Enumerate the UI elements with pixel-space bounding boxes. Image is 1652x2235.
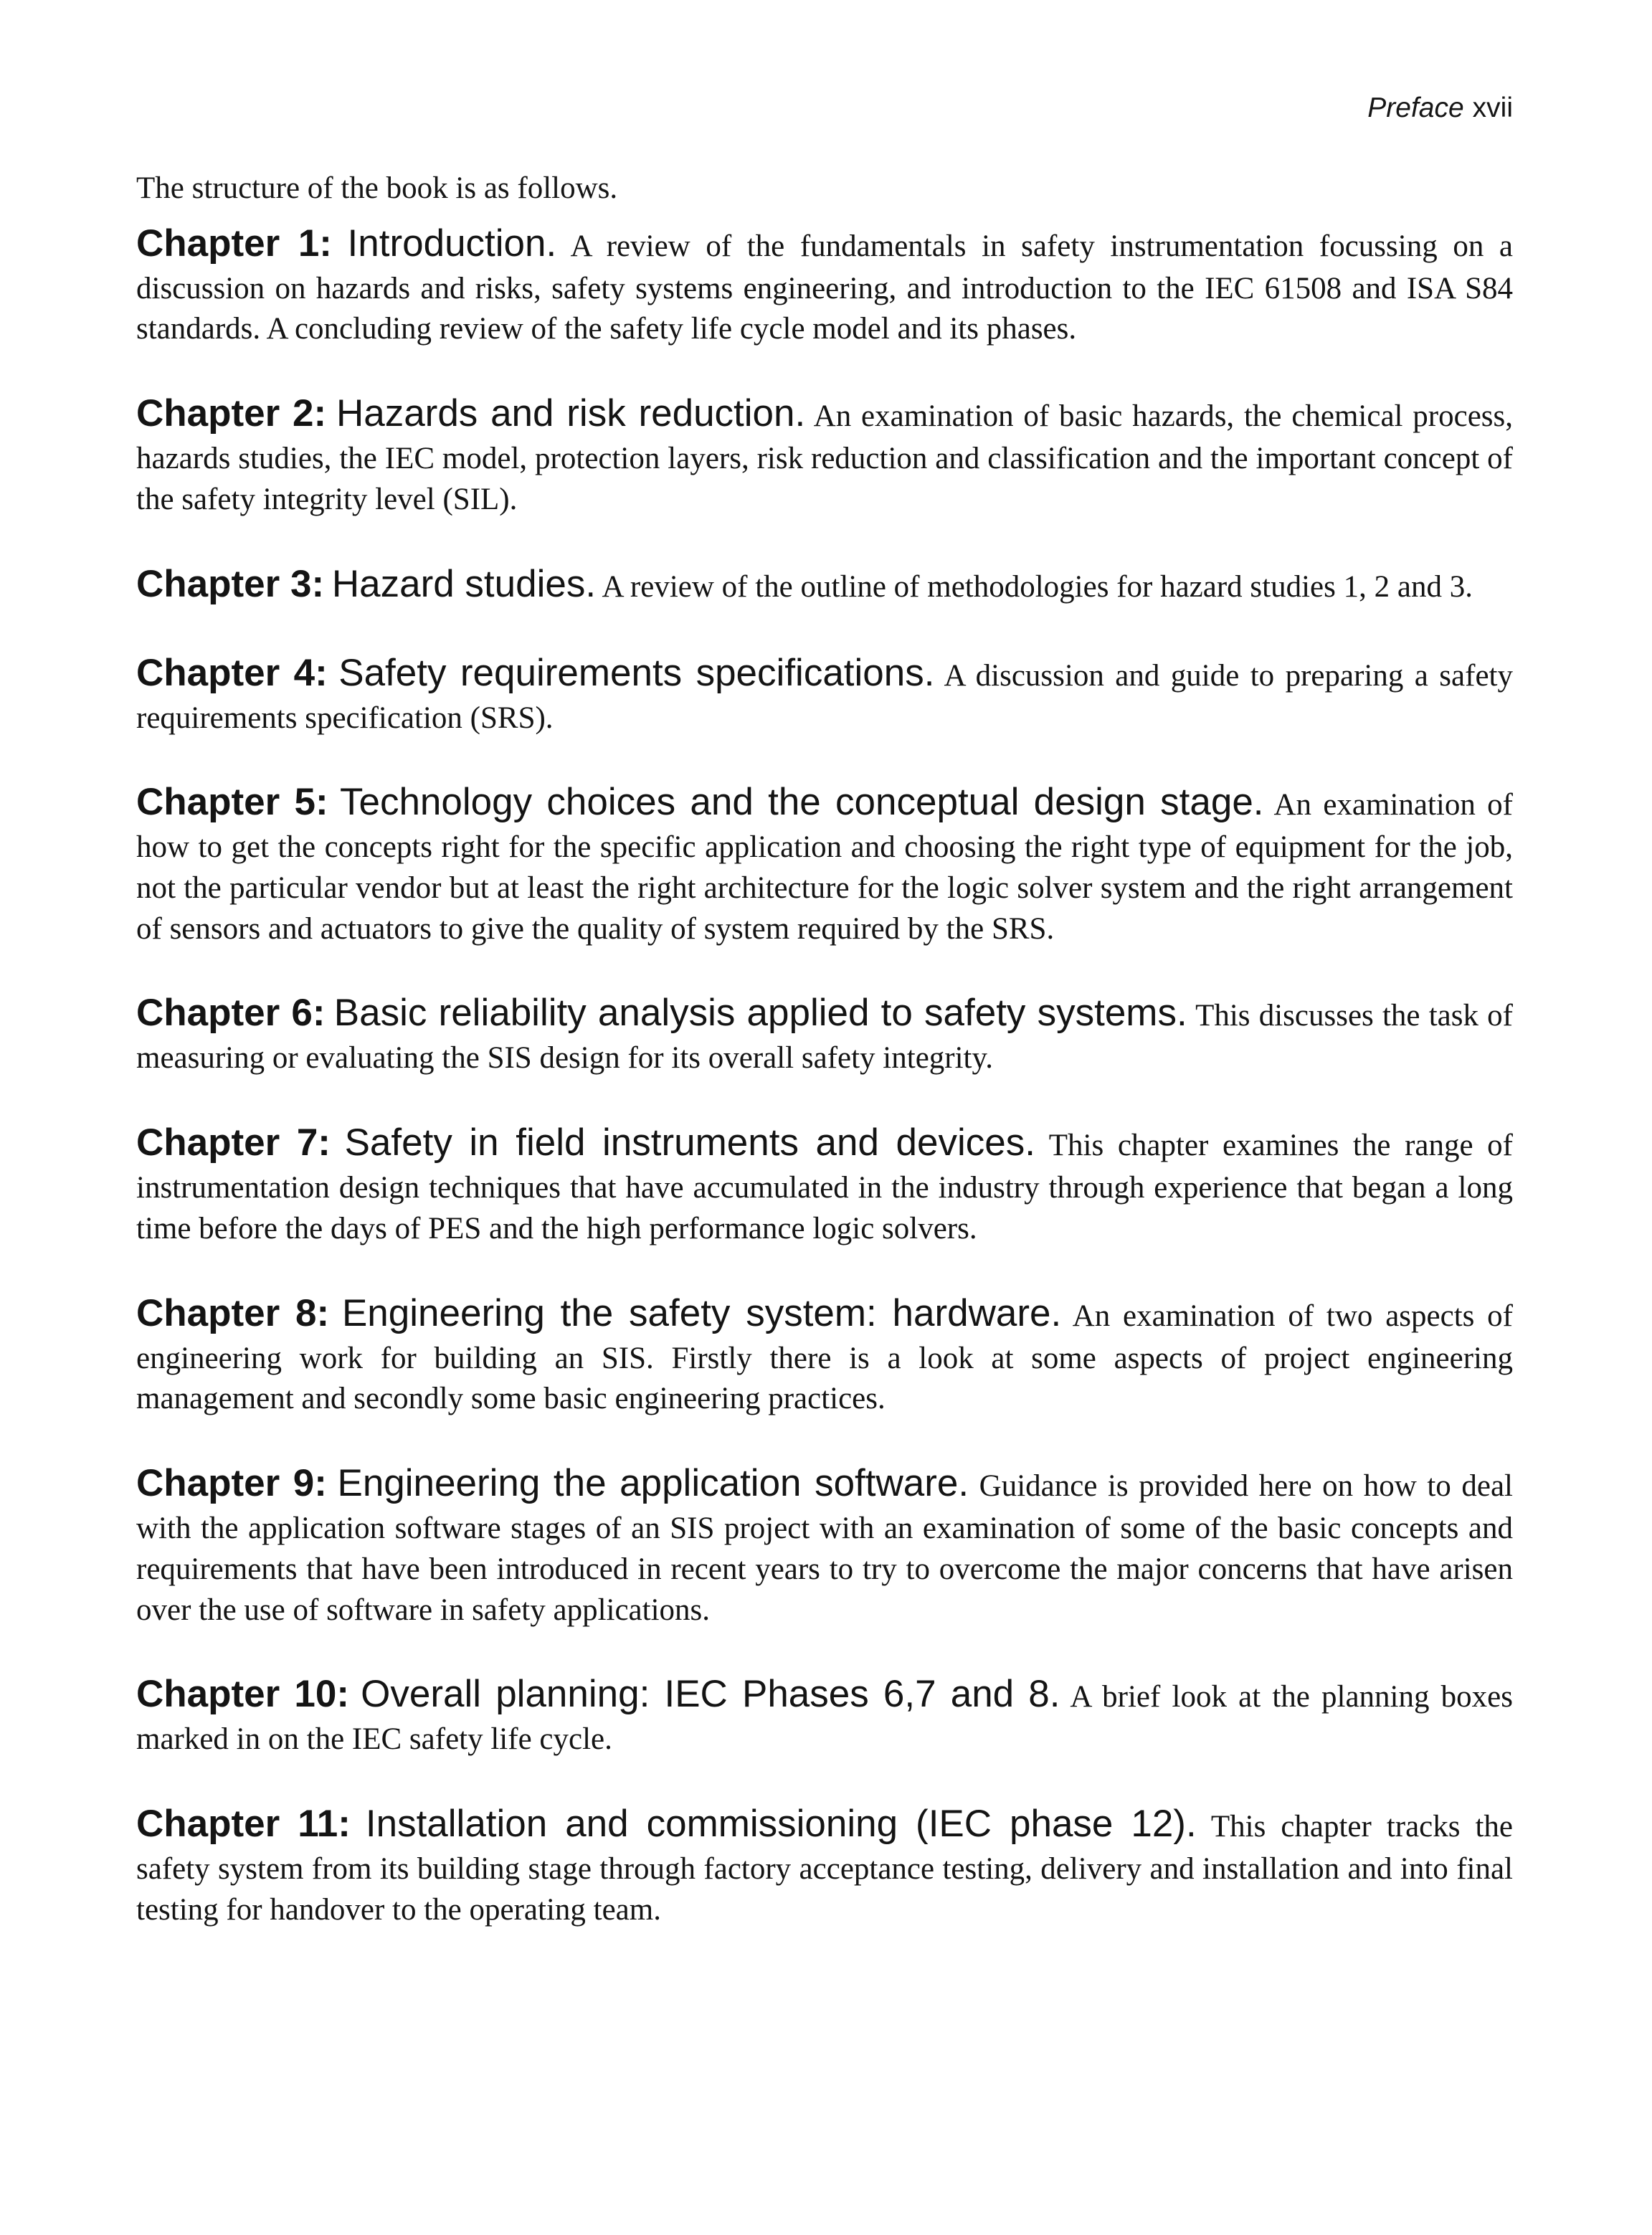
intro-text: The structure of the book is as follows. <box>136 171 618 205</box>
chapter-body: This chapter tracks the safety system from its building stage through factory acceptance testing, delivery and installation and into final testing for handover to the operating team. <box>136 1809 1513 1927</box>
chapter-body: A review of the fundamentals in safety instrumentation focussing on a discussion on hazards and risks, safety systems engineering, and introduction to the IEC 61508 and ISA S84 standards. A concluding review of the safety life cycle model and its phases. <box>136 229 1513 346</box>
chapter-body: This chapter examines the range of instrumentation design techniques that have accumulated in the industry through experience that began a long time before the days of PES and the high performance logic solvers. <box>136 1129 1513 1245</box>
chapter-entry <box>136 1458 1513 1631</box>
chapter-title: Safety requirements specifications. <box>338 651 935 694</box>
chapter-label: Chapter 11: <box>136 1802 351 1845</box>
chapter-title: Introduction. <box>347 222 557 265</box>
chapter-label: Chapter 6: <box>136 992 326 1035</box>
chapter-body: A review of the outline of methodologies for hazard studies 1, 2 and 3. <box>602 569 1473 604</box>
chapter-title: Overall planning: IEC Phases 6,7 and 8. <box>361 1673 1060 1716</box>
chapter-entry <box>136 1799 1513 1930</box>
chapter-label: Chapter 3: <box>136 562 325 605</box>
chapter-entry <box>136 988 1513 1079</box>
chapter-entry <box>136 219 1513 350</box>
chapter-label: Chapter 10: <box>136 1673 349 1716</box>
chapter-body: An examination of two aspects of engineering work for building an SIS. Firstly there is a look at some aspects of project engineering management and secondly some basic engineering practices. <box>136 1299 1513 1416</box>
header-section-title: Preface <box>1367 92 1464 123</box>
chapter-entry <box>136 777 1513 949</box>
chapter-body: This discusses the task of measuring or evaluating the SIS design for its overall safety integrity. <box>136 999 1513 1076</box>
chapter-title: Engineering the application software. <box>337 1462 969 1505</box>
chapter-entry <box>136 559 1513 609</box>
chapter-entry <box>136 389 1513 520</box>
chapter-label: Chapter 1: <box>136 222 332 265</box>
chapter-entry <box>136 1289 1513 1420</box>
chapter-body: Guidance is provided here on how to deal with the application software stages of an SIS project with an examination of some of the basic concepts and requirements that have been introduced in recent years to try to overcome the major concerns that have arisen over the use of software in safety applications. <box>136 1469 1513 1627</box>
chapter-title: Engineering the safety system: hardware. <box>341 1291 1062 1334</box>
chapter-body: A brief look at the planning boxes marked in on the IEC safety life cycle. <box>136 1680 1513 1757</box>
chapter-title: Hazard studies. <box>331 562 597 605</box>
chapter-title: Hazards and risk reduction. <box>336 392 806 435</box>
chapter-body: A discussion and guide to preparing a safety requirements specification (SRS). <box>136 658 1513 735</box>
chapter-label: Chapter 8: <box>136 1291 330 1334</box>
chapter-label: Chapter 5: <box>136 781 328 824</box>
chapter-entry <box>136 648 1513 739</box>
chapter-title: Installation and commissioning (IEC phase 12). <box>365 1802 1197 1845</box>
chapter-entry <box>136 1669 1513 1760</box>
chapter-label: Chapter 2: <box>136 392 327 435</box>
chapter-label: Chapter 7: <box>136 1121 331 1164</box>
page-number: xvii <box>1472 92 1513 123</box>
running-header <box>136 92 1513 125</box>
chapter-entry <box>136 1118 1513 1249</box>
chapter-body: An examination of basic hazards, the chemical process, hazards studies, the IEC model, protection layers, risk reduction and classification and the important concept of the safety integrity level (SIL). <box>136 399 1513 516</box>
chapter-label: Chapter 9: <box>136 1462 327 1505</box>
chapter-title: Safety in field instruments and devices. <box>344 1121 1035 1164</box>
chapter-label: Chapter 4: <box>136 651 328 694</box>
chapter-title: Technology choices and the conceptual design stage. <box>339 781 1264 824</box>
chapter-title: Basic reliability analysis applied to safety systems. <box>333 992 1187 1035</box>
chapter-body: An examination of how to get the concepts right for the specific application and choosing the right type of equipment for the job, not the particular vendor but at least the right architecture for the logic solver system and the right arrangement of sensors and actuators to give the quality of system required by the SRS. <box>136 788 1513 946</box>
